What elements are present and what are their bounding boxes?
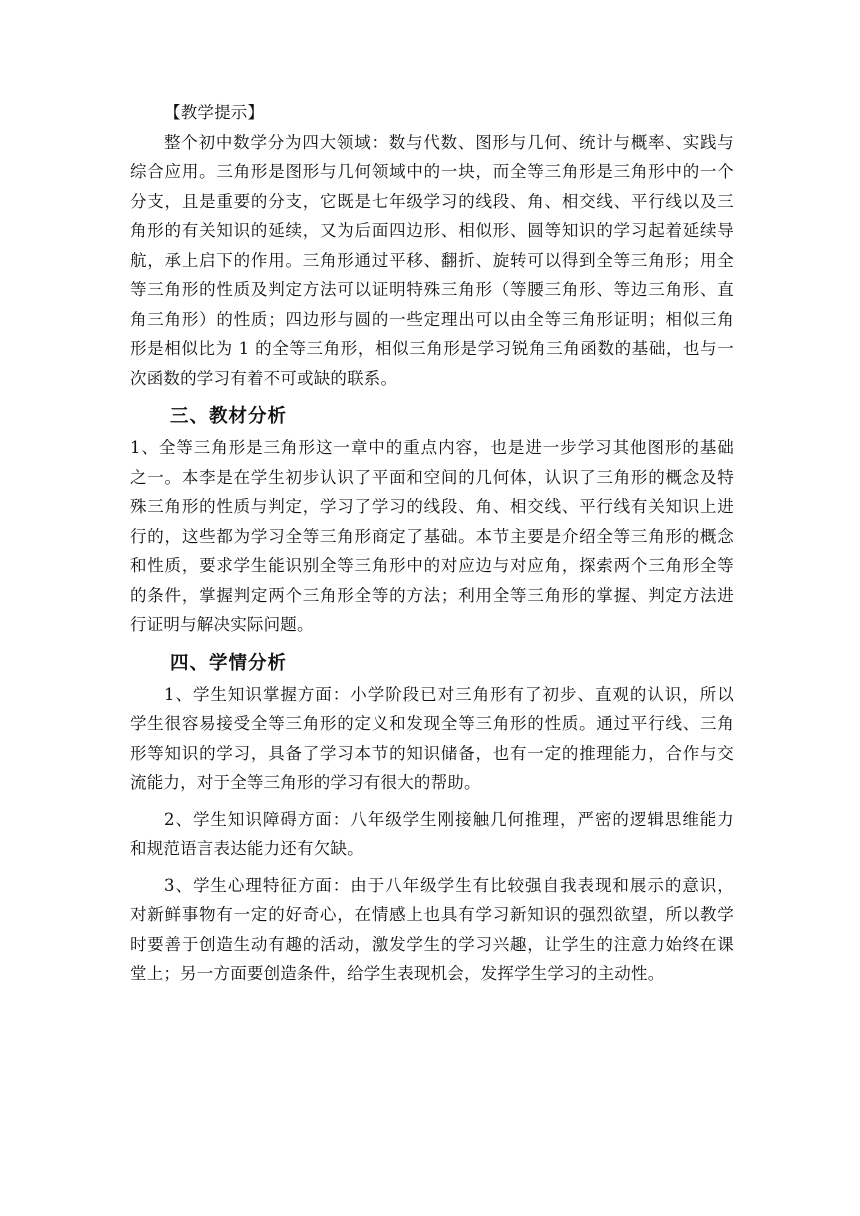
paragraph-line: 和规范语言表达能力还有欠缺。	[130, 839, 364, 858]
paragraph-line: 行的，这些都为学习全等三角形商定了基础。本节主要是介绍全等三角形的概念	[130, 526, 734, 546]
student-obstacle-paragraph	[130, 805, 734, 864]
paragraph-line: 航，承上启下的作用。三角形通过平移、翻折、旋转可以得到全等三角形；用全	[130, 250, 734, 270]
student-knowledge-paragraph	[130, 680, 734, 798]
paragraph-line: 次函数的学习有着不可或缺的联系。	[130, 368, 398, 388]
student-psychology-paragraph	[130, 871, 734, 989]
paragraph-line: 堂上；另一方面要创造条件，给学生表现机会，发挥学生学习的主动性。	[130, 964, 665, 983]
paragraph-line: 等三角形的性质及判定方法可以证明特殊三角形（等腰三角形、等边三角形、直	[130, 280, 734, 299]
paragraph-line: 时要善于创造生动有趣的活动，激发学生的学习兴趣，让学生的注意力始终在课	[130, 934, 734, 954]
paragraph-line: 角三角形）的性质；四边形与圆的一些定理出可以由全等三角形证明；相似三角	[130, 309, 734, 329]
paragraph-line: 整个初中数学分为四大领域：数与代数、图形与几何、统计与概率、实践与	[164, 132, 734, 152]
paragraph-line: 之一。本李是在学生初步认识了平面和空间的几何体，认识了三角形的概念及特	[130, 467, 734, 487]
paragraph-line: 行证明与解决实际问题。	[130, 615, 314, 634]
textbook-analysis-paragraph	[130, 433, 734, 640]
paragraph-line: 综合应用。三角形是图形与几何领域中的一块，而全等三角形是三角形中的一个	[130, 162, 734, 181]
section-heading-textbook-analysis: 三、教材分析	[170, 406, 288, 427]
paragraph-line: 流能力，对于全等三角形的学习有很大的帮助。	[130, 773, 481, 792]
paragraph-line: 的条件，掌握判定两个三角形全等的方法；利用全等三角形的掌握、判定方法进	[130, 585, 734, 605]
paragraph-line: 殊三角形的性质与判定，学习了学习的线段、角、相交线、平行线有关知识上进	[130, 497, 734, 516]
paragraph-line: 形是相似比为 1 的全等三角形，相似三角形是学习锐角三角函数的基础，也与一	[130, 339, 734, 358]
document-page	[130, 98, 734, 989]
paragraph-line: 对新鲜事物有一定的好奇心，在情感上也具有学习新知识的强烈欲望，所以教学	[130, 905, 734, 924]
paragraph-line: 1、学生知识掌握方面：小学阶段已对三角形有了初步、直观的认识，所以	[164, 684, 734, 704]
paragraph-line: 形等知识的学习，具备了学习本节的知识储备，也有一定的推理能力，合作与交	[130, 743, 734, 763]
hint-label: 【教学提示】	[164, 103, 265, 122]
paragraph-line: 角形的有关知识的延续，又为后面四边形、相似形、圆等知识的学习起着延续导	[130, 221, 734, 240]
section-heading-student-analysis: 四、学情分析	[170, 652, 288, 674]
paragraph-line: 和性质，要求学生能识别全等三角形中的对应边与对应角，探索两个三角形全等	[130, 556, 734, 575]
hint-paragraph	[130, 128, 734, 394]
paragraph-line: 学生很容易接受全等三角形的定义和发现全等三角形的性质。通过平行线、三角	[130, 714, 734, 733]
paragraph-line: 1、全等三角形是三角形这一章中的重点内容，也是进一步学习其他图形的基础	[130, 438, 734, 457]
paragraph-line: 分支，且是重要的分支，它既是七年级学习的线段、角、相交线、平行线以及三	[130, 191, 734, 211]
paragraph-line: 2、学生知识障碍方面：八年级学生刚接触几何推理，严密的逻辑思维能力	[164, 809, 734, 829]
paragraph-line: 3、学生心理特征方面：由于八年级学生有比较强自我表现和展示的意识，	[164, 875, 734, 895]
